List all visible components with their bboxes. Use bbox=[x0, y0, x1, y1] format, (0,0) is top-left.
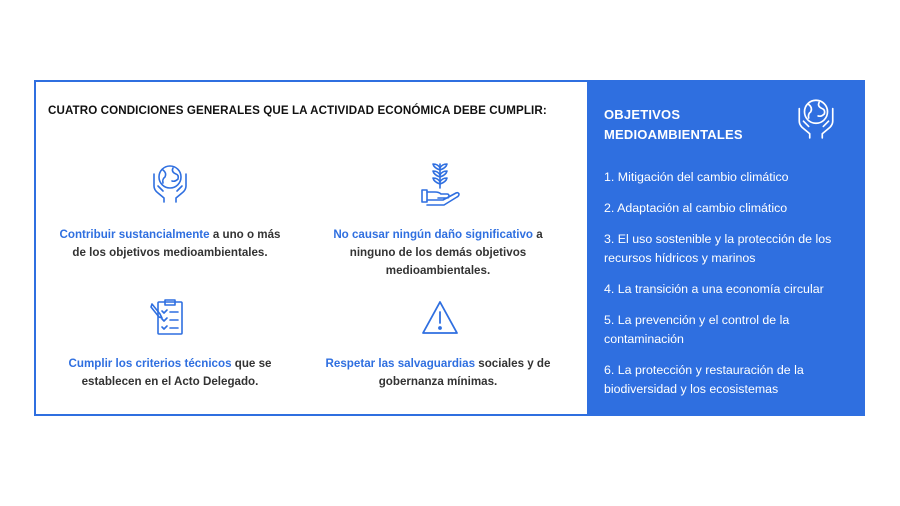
warning-icon bbox=[419, 298, 461, 338]
condition-no-harm-line2: ninguno de los demás objetivos bbox=[349, 246, 527, 259]
condition-contribute bbox=[46, 226, 294, 262]
conditions-panel bbox=[34, 80, 865, 416]
objective-item: 3. El uso sostenible y la protección de los recursos hídricos y marinos bbox=[604, 232, 832, 265]
condition-contribute-highlight: Contribuir sustancialmente bbox=[59, 228, 210, 241]
condition-contribute-text: a uno o más bbox=[209, 228, 281, 241]
condition-criteria-line2: establecen en el Acto Delegado. bbox=[81, 375, 259, 388]
condition-safeguards-highlight: Respetar las salvaguardias bbox=[325, 357, 476, 370]
checklist-icon bbox=[148, 296, 190, 340]
plant-hand-icon bbox=[418, 160, 462, 206]
condition-criteria bbox=[46, 355, 294, 391]
conditions-section bbox=[36, 82, 587, 414]
objectives-list bbox=[604, 168, 859, 411]
objectives-section bbox=[587, 82, 865, 414]
condition-no-harm-line3: medioambientales. bbox=[385, 264, 491, 277]
condition-no-harm-highlight: No causar ningún daño significativo bbox=[333, 228, 534, 241]
objectives-title-line1: OBJETIVOS bbox=[604, 107, 681, 122]
conditions-title: CUATRO CONDICIONES GENERALES QUE LA ACTIVIDAD ECONÓMICA DEBE CUMPLIR: bbox=[48, 104, 547, 117]
condition-safeguards bbox=[312, 355, 564, 391]
objective-item: 1. Mitigación del cambio climático bbox=[604, 170, 789, 184]
condition-safeguards-line2: gobernanza mínimas. bbox=[378, 375, 498, 388]
globe-hands-icon bbox=[793, 94, 839, 140]
objective-item: 6. La protección y restauración de la biodiversidad y los ecosistemas bbox=[604, 363, 804, 396]
condition-criteria-highlight: Cumplir los criterios técnicos bbox=[68, 357, 232, 370]
objectives-title bbox=[604, 105, 743, 145]
objectives-title-line2: MEDIOAMBIENTALES bbox=[604, 127, 743, 142]
objective-item: 2. Adaptación al cambio climático bbox=[604, 201, 788, 215]
globe-hands-icon bbox=[148, 160, 192, 204]
condition-no-harm-text: a bbox=[533, 228, 543, 241]
objective-item: 4. La transición a una economía circular bbox=[604, 282, 824, 296]
condition-criteria-text: que se bbox=[231, 357, 272, 370]
condition-contribute-line2: de los objetivos medioambientales. bbox=[72, 246, 268, 259]
objective-item: 5. La prevención y el control de la contaminación bbox=[604, 313, 790, 346]
condition-safeguards-text: sociales y de bbox=[475, 357, 551, 370]
condition-no-harm bbox=[312, 226, 564, 280]
